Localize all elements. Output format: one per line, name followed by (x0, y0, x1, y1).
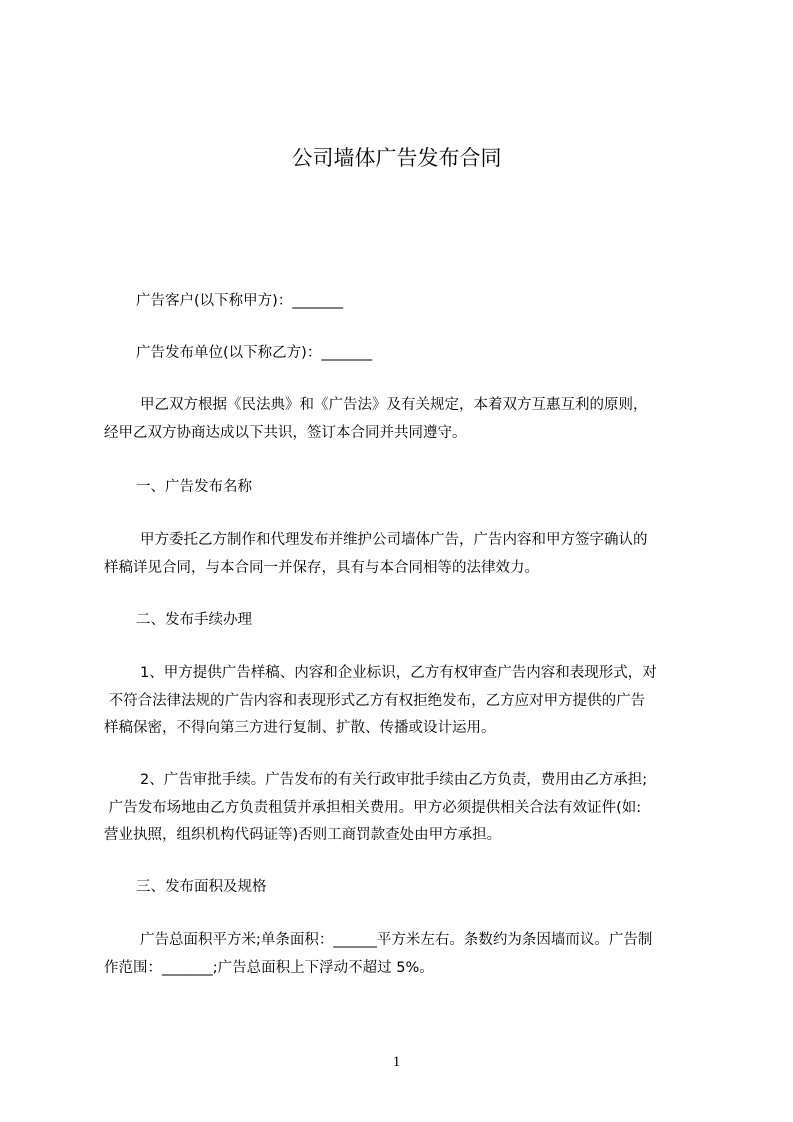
text-line: 不符合法律法规的广告内容和表现形式乙方有权拒绝发布，乙方应对甲方提供的广告 (104, 692, 646, 709)
text-line: 甲乙双方根据《民法典》和《广告法》及有关规定，本着双方互惠互利的原则， (140, 397, 648, 413)
section2-heading (104, 607, 704, 635)
text-line: 营业执照，组织机构代码证等)否则工商罚款查处由甲方承担。 (104, 827, 502, 843)
text-line: 一、广告发布名称 (136, 479, 252, 495)
text-line: 样稿详见合同，与本合同一并保存，具有与本合同相等的法律效力。 (104, 559, 539, 576)
text-line: 甲方委托乙方制作和代理发布并维护公司墙体广告，广告内容和甲方签字确认的 (140, 532, 648, 548)
section2-item2 (104, 767, 704, 850)
page-number: 1 (392, 1054, 401, 1070)
text-line: 经甲乙双方协商达成以下共识，签订本合同并共同遵守。 (104, 424, 467, 441)
section1-body (104, 527, 704, 582)
text-line: 广告发布单位(以下称乙方)：_______ (136, 345, 373, 361)
section1-heading (104, 474, 704, 502)
text-line: 广告客户(以下称甲方)：_______ (136, 293, 344, 309)
section3-heading (104, 874, 704, 902)
text-line: 广告发布场地由乙方负责租赁并承担相关费用。甲方必须提供相关合法有效证件(如: (104, 799, 642, 816)
text-line: 二、发布手续办理 (136, 612, 252, 628)
text-line: 作范围：_______;广告总面积上下浮动不超过 5%。 (104, 959, 434, 976)
section3-body (104, 927, 704, 982)
party-b-line (104, 340, 704, 368)
text-line: 1、甲方提供广告样稿、内容和企业标识，乙方有权审查广告内容和表现形式，对 (140, 665, 657, 681)
party-a-line (104, 288, 704, 316)
text-line: 样稿保密，不得向第三方进行复制、扩散、传播或设计运用。 (104, 720, 496, 736)
document-title: 公司墙体广告发布合同 (291, 146, 502, 170)
text-line: 广告总面积平方米;单条面积：______平方米左右。条数约为条因墙而议。广告制 (140, 932, 653, 948)
text-line: 三、发布面积及规格 (136, 879, 267, 895)
intro-paragraph (104, 392, 704, 447)
text-line: 2、广告审批手续。广告发布的有关行政审批手续由乙方负责，费用由乙方承担; (140, 772, 648, 788)
section2-item1 (104, 660, 704, 743)
